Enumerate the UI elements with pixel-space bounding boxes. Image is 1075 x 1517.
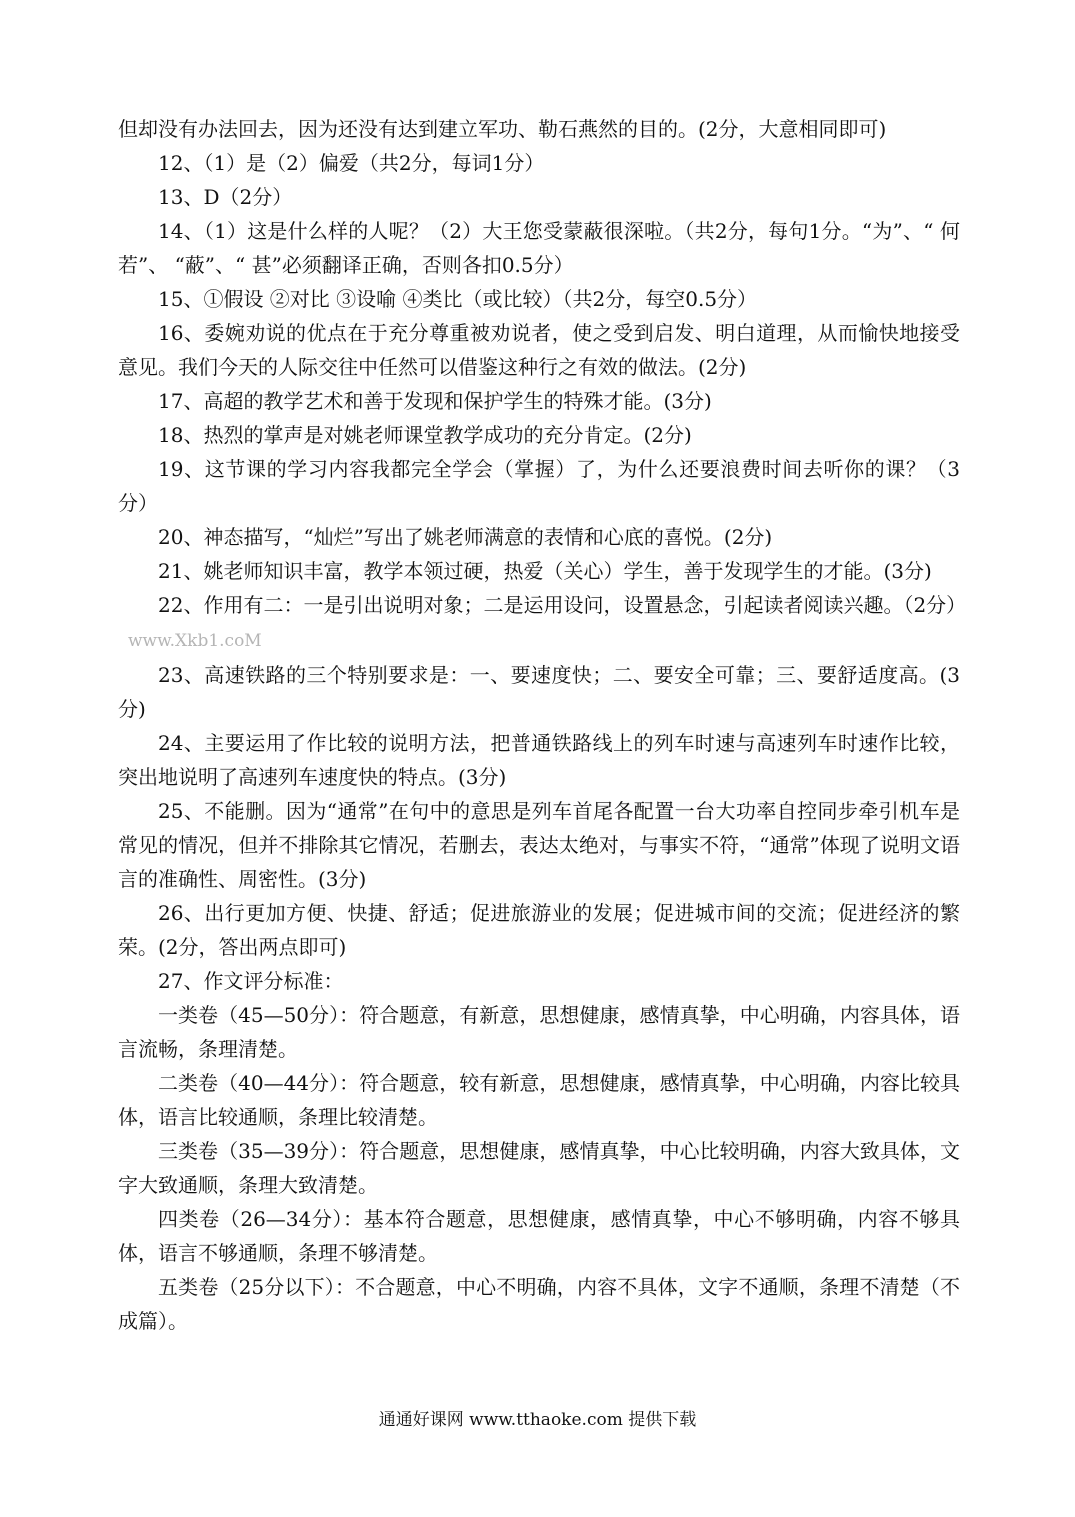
answer-text: 18、热烈的掌声是对姚老师课堂教学成功的充分肯定。(2分) — [158, 423, 692, 447]
answer-paragraph — [118, 794, 960, 896]
answer-text: 但却没有办法回去，因为还没有达到建立军功、勒石燕然的目的。(2分，大意相同即可) — [118, 117, 887, 141]
answer-text: 17、高超的教学艺术和善于发现和保护学生的特殊才能。(3分) — [158, 389, 712, 413]
answer-text: 23、高速铁路的三个特别要求是：一、要速度快；二、要安全可靠；三、要舒适度高。(3分) — [118, 663, 960, 721]
answer-paragraph — [118, 282, 960, 316]
answer-text: 21、姚老师知识丰富，教学本领过硬，热爱（关心）学生，善于发现学生的才能。(3分) — [158, 559, 932, 583]
answer-text: 四类卷（26—34分）：基本符合题意，思想健康，感情真挚，中心不够明确，内容不够具体，语言不够通顺，条理不够清楚。 — [118, 1207, 960, 1265]
answer-paragraph — [118, 452, 960, 520]
answer-paragraph — [118, 520, 960, 554]
answer-text: 15、①假设 ②对比 ③设喻 ④类比（或比较）（共2分，每空0.5分） — [158, 287, 758, 311]
answer-text: 五类卷（25分以下）：不合题意，中心不明确，内容不具体，文字不通顺，条理不清楚（不成篇）。 — [118, 1275, 960, 1333]
answer-text: 25、不能删。因为“通常”在句中的意思是列车首尾各配置一台大功率自控同步牵引机车是常见的情况，但并不排除其它情况，若删去，表达太绝对，与事实不符，“通常”体现了说明文语言的准确性、周密性。(3分) — [118, 799, 960, 891]
answer-text: 26、出行更加方便、快捷、舒适；促进旅游业的发展；促进城市间的交流；促进经济的繁荣。(2分，答出两点即可) — [118, 901, 960, 959]
answer-text: 19、这节课的学习内容我都完全学会（掌握）了，为什么还要浪费时间去听你的课？（3分） — [118, 457, 960, 515]
answer-paragraph — [118, 1202, 960, 1270]
answer-text: 27、作文评分标准： — [158, 969, 344, 993]
answer-paragraph — [118, 896, 960, 964]
answer-paragraph — [118, 998, 960, 1066]
answer-paragraph — [118, 146, 960, 180]
answer-text: 二类卷（40—44分）：符合题意，较有新意，思想健康，感情真挚，中心明确，内容比较具体，语言比较通顺，条理比较清楚。 — [118, 1071, 960, 1129]
answer-text: 14、（1）这是什么样的人呢？（2）大王您受蒙蔽很深啦。（共2分，每句1分。“为”、“ 何若”、 “蔽”、“ 甚”必须翻译正确，否则各扣0.5分） — [118, 219, 960, 277]
answer-paragraph — [118, 180, 960, 214]
answer-text: 13、D（2分） — [158, 185, 293, 209]
watermark-text: www.Xkb1.coM — [128, 631, 262, 651]
answer-text: 16、委婉劝说的优点在于充分尊重被劝说者，使之受到启发、明白道理，从而愉快地接受意见。我们今天的人际交往中任然可以借鉴这种行之有效的做法。(2分) — [118, 321, 960, 379]
answer-paragraph — [118, 658, 960, 726]
answer-paragraph — [118, 588, 967, 658]
answer-paragraph — [118, 726, 960, 794]
answer-text: 24、主要运用了作比较的说明方法，把普通铁路线上的列车时速与高速列车时速作比较，突出地说明了高速列车速度快的特点。(3分) — [118, 731, 960, 789]
answer-paragraph — [118, 554, 960, 588]
answer-paragraph — [118, 964, 960, 998]
answer-paragraph — [118, 1134, 960, 1202]
answer-text: 三类卷（35—39分）：符合题意，思想健康，感情真挚，中心比较明确，内容大致具体，文字大致通顺，条理大致清楚。 — [118, 1139, 960, 1197]
answer-paragraph — [118, 316, 960, 384]
answer-paragraph — [118, 1066, 960, 1134]
answer-paragraph — [118, 1270, 960, 1338]
answer-paragraph — [118, 112, 960, 146]
answer-paragraph — [118, 214, 960, 282]
answer-text: 12、（1）是（2）偏爱（共2分，每词1分） — [158, 151, 545, 175]
answer-text: 20、神态描写，“灿烂”写出了姚老师满意的表情和心底的喜悦。(2分) — [158, 525, 773, 549]
answer-paragraph — [118, 418, 960, 452]
answer-text: 22、作用有二：一是引出说明对象；二是运用设问，设置悬念，引起读者阅读兴趣。（2分） — [158, 593, 967, 617]
answer-text: 一类卷（45—50分）：符合题意，有新意，思想健康，感情真挚，中心明确，内容具体，语言流畅，条理清楚。 — [118, 1003, 960, 1061]
answer-key-body — [118, 112, 967, 1338]
answer-paragraph — [118, 384, 960, 418]
page-footer: 通通好课网 www.tthaoke.com 提供下载 — [378, 1410, 697, 1430]
